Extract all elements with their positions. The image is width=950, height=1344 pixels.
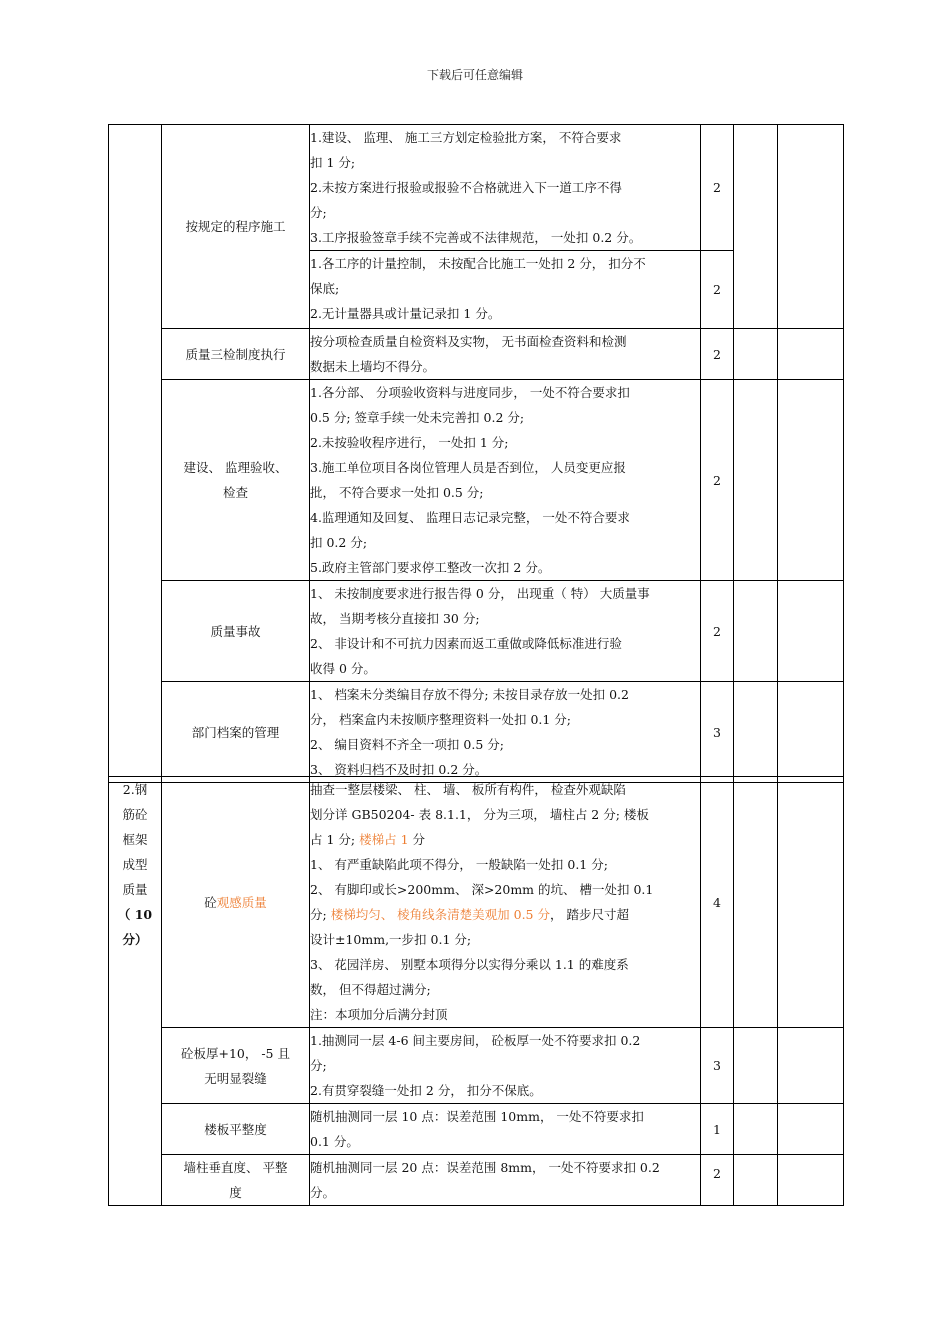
score-cell: 4 bbox=[701, 777, 734, 1028]
blank-cell bbox=[734, 1104, 778, 1155]
criteria-cell: 1.各工序的计量控制， 未按配合比施工一处扣 2 分， 扣分不 保底; 2.无计量器具或计量记录扣 1 分。 bbox=[310, 251, 701, 329]
table-row bbox=[109, 125, 844, 251]
blank-cell bbox=[778, 1104, 844, 1155]
item-cell: 楼板平整度 bbox=[162, 1104, 310, 1155]
blank-cell bbox=[734, 1155, 778, 1206]
blank-cell bbox=[778, 329, 844, 380]
category-cell-empty bbox=[109, 125, 162, 783]
blank-cell bbox=[734, 777, 778, 1028]
score-cell: 2 bbox=[701, 251, 734, 329]
criteria-cell: 1.建设、 监理、 施工三方划定检验批方案， 不符合要求 扣 1 分; 2.未按方案进行报验或报验不合格就进入下一道工序不得 分; 3.工序报验签章手续不完善或不法律规范， 一处扣 0.2 分。 bbox=[310, 125, 701, 251]
blank-cell bbox=[734, 581, 778, 682]
item-cell: 建设、 监理验收、 检查 bbox=[162, 380, 310, 581]
table-row bbox=[109, 329, 844, 380]
criteria-cell: 1.抽测同一层 4-6 间主要房间， 砼板厚一处不符要求扣 0.2 分; 2.有贯穿裂缝一处扣 2 分， 扣分不保底。 bbox=[310, 1028, 701, 1104]
blank-cell bbox=[778, 380, 844, 581]
criteria-cell: 1、 未按制度要求进行报告得 0 分， 出现重（ 特） 大质量事 故， 当期考核分直接扣 30 分; 2、 非设计和不可抗力因素而返工重做或降低标准进行验 收得 0 分。 bbox=[310, 581, 701, 682]
blank-cell bbox=[734, 380, 778, 581]
highlight-text: 观感质量 bbox=[216, 894, 267, 910]
item-cell: 砼观感质量 bbox=[162, 777, 310, 1028]
score-cell: 1 bbox=[701, 1104, 734, 1155]
criteria-cell: 1.各分部、 分项验收资料与进度同步， 一处不符合要求扣 0.5 分; 签章手续一处未完善扣 0.2 分; 2.未按验收程序进行， 一处扣 1 分; 3.施工单位项目各岗位管理人员是否到位， 人员变更应报 批， 不符合要求一处扣 0.5 分; 4.监理通知及回复、 监理日志记录完整， 一处不符合要求 扣 0.2 分; 5.政府主管部门要求停工整改一次扣 2 分。 bbox=[310, 380, 701, 581]
quality-score-table-section2 bbox=[108, 776, 844, 1206]
item-cell: 质量事故 bbox=[162, 581, 310, 682]
table-row bbox=[109, 1028, 844, 1104]
table-row bbox=[109, 581, 844, 682]
blank-cell bbox=[734, 125, 778, 329]
blank-cell bbox=[778, 1155, 844, 1206]
criteria-cell: 随机抽测同一层 20 点：误差范围 8mm， 一处不符要求扣 0.2 分。 bbox=[310, 1155, 701, 1206]
table-row bbox=[109, 1104, 844, 1155]
quality-score-table bbox=[108, 124, 844, 783]
table-row bbox=[109, 682, 844, 783]
criteria-cell: 1、 档案未分类编目存放不得分; 未按目录存放一处扣 0.2 分， 档案盒内未按顺序整理资料一处扣 0.1 分; 2、 编目资料不齐全一项扣 0.5 分; 3、 资料归档不及时扣 0.2 分。 bbox=[310, 682, 701, 783]
blank-cell bbox=[734, 1028, 778, 1104]
blank-cell bbox=[778, 1028, 844, 1104]
highlight-text: 楼梯占 1 bbox=[359, 832, 409, 847]
category-cell: 2.钢 筋砼 框架 成型 质量 （ 10 分） bbox=[109, 777, 162, 1206]
score-cell: 2 bbox=[701, 329, 734, 380]
score-cell: 2 bbox=[701, 581, 734, 682]
blank-cell bbox=[778, 125, 844, 329]
blank-cell bbox=[734, 682, 778, 783]
criteria-cell: 按分项检查质量自检资料及实物， 无书面检查资料和检测 数据未上墙均不得分。 bbox=[310, 329, 701, 380]
table-row bbox=[109, 777, 844, 1028]
table-row bbox=[109, 380, 844, 581]
item-cell: 按规定的程序施工 bbox=[162, 125, 310, 329]
table-row bbox=[109, 1155, 844, 1206]
highlight-text: 楼梯均匀、 棱角线条清楚美观加 0.5 分 bbox=[330, 907, 550, 922]
blank-cell bbox=[734, 329, 778, 380]
item-cell: 质量三检制度执行 bbox=[162, 329, 310, 380]
item-cell: 墙柱垂直度、 平整 度 bbox=[162, 1155, 310, 1206]
score-cell: 3 bbox=[701, 682, 734, 783]
blank-cell bbox=[778, 581, 844, 682]
page-header: 下载后可任意编辑 bbox=[426, 68, 523, 82]
item-cell: 部门档案的管理 bbox=[162, 682, 310, 783]
blank-cell bbox=[778, 682, 844, 783]
blank-cell bbox=[778, 777, 844, 1028]
score-cell: 2 bbox=[701, 125, 734, 251]
score-cell: 2 bbox=[701, 380, 734, 581]
score-cell: 3 bbox=[701, 1028, 734, 1104]
criteria-cell: 抽查一整层楼梁、 柱、 墙、 板所有构件， 检查外观缺陷 划分详 GB50204- 表 8.1.1， 分为三项， 墙柱占 2 分; 楼板 占 1 分; 楼梯占 1 分 1、 有严重缺陷此项不得分， 一般缺陷一处扣 0.1 分; 2、 有脚印或长>200mm、 深>20mm 的坑、 槽一处扣 0.1 分; 楼梯均匀、 棱角线条清楚美观加 0.5 分， 踏步尺寸超 设计±10mm,一步扣 0.1 分; 3、 花园洋房、 别墅本项得分以实得分乘以 1.1 的难度系 数， 但不得超过满分; 注：本项加分后满分封顶 bbox=[310, 777, 701, 1028]
score-cell: 2 bbox=[701, 1155, 734, 1206]
criteria-cell: 随机抽测同一层 10 点：误差范围 10mm， 一处不符要求扣 0.1 分。 bbox=[310, 1104, 701, 1155]
item-cell: 砼板厚+10， -5 且 无明显裂缝 bbox=[162, 1028, 310, 1104]
